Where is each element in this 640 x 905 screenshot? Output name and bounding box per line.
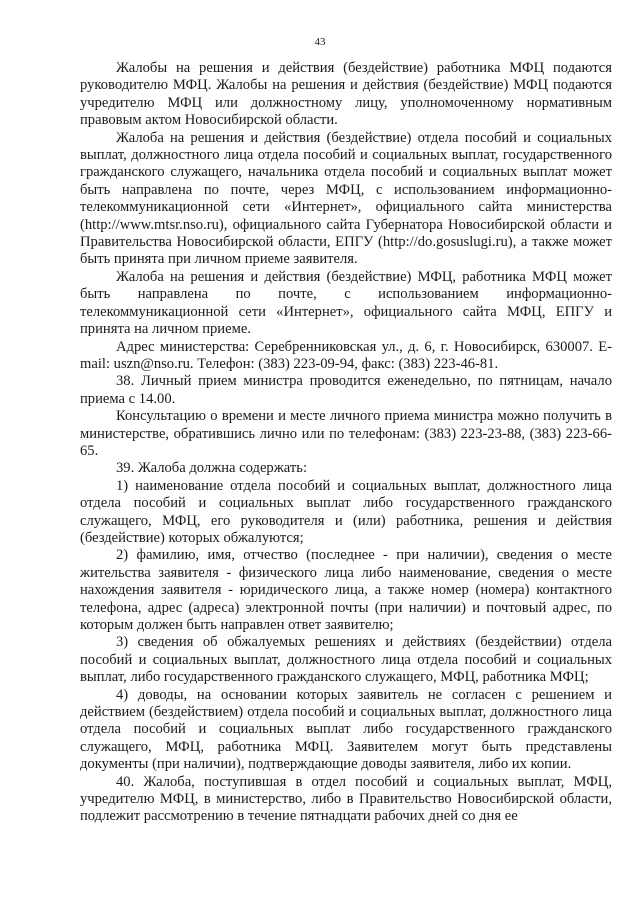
paragraph-complaint-department: Жалоба на решения и действия (бездействие) отдела пособий и социальных выплат, должностного лица отдела пособий и социальных выплат, государственного гражданского служащего, начальника отдела пособий и социальных выплат может быть направлена по почте, через МФЦ, с использованием информационно-телекоммуникационной сети «Интернет», официального сайта министерства (http://www.mtsr.nso.ru), официального сайта Губернатора Новосибирской области и Правительства Новосибирской области, ЕПГУ (http://do.gosuslugi.ru), а также может быть принята при личном приеме заявителя. [80, 129, 612, 268]
paragraph-39-heading: 39. Жалоба должна содержать: [116, 460, 307, 477]
list-item-3: 3) сведения об обжалуемых решениях и действиях (бездействии) отдела пособий и социальных выплат, должностного лица отдела пособий и социальных выплат, либо государственного гражданского служащего, МФЦ, работника МФЦ; [80, 634, 612, 686]
paragraph-38-reception: 38. Личный прием министра проводится еженедельно, по пятницам, начало приема с 14.00. [80, 373, 612, 407]
paragraph-ministry-address: Адрес министерства: Серебренниковская ул., д. 6, г. Новосибирск, 630007. E-mail: uszn@nso.ru. Телефон: (383) 223-09-94, факс: (383) 223-46-81. [80, 338, 612, 372]
paragraph-consultation: Консультацию о времени и месте личного приема министра можно получить в министерстве, обратившись лично или по телефонам: (383) 223-23-88, (383) 223-66-65. [80, 408, 612, 459]
document-body [80, 60, 612, 826]
page-number: 43 [314, 36, 326, 48]
list-item-1: 1) наименование отдела пособий и социальных выплат, должностного лица отдела пособий и социальных выплат либо государственного гражданского служащего, МФЦ, его руководителя и (или) работника, решения и действия (бездействие) которых обжалуются; [80, 477, 612, 546]
paragraph-40: 40. Жалоба, поступившая в отдел пособий и социальных выплат, МФЦ, учредителю МФЦ, в министерство, либо в Правительство Новосибирской области, подлежит рассмотрению в течение пятнадцати рабочих дней со дня ее [80, 773, 612, 825]
list-item-2: 2) фамилию, имя, отчество (последнее - при наличии), сведения о месте жительства заявителя - физического лица либо наименование, сведения о месте нахождения заявителя - юридического лица, а также номер (номера) контактного телефона, адрес (адреса) электронной почты (при наличии) и почтовый адрес, по которым должен быть направлен ответ заявителю; [80, 547, 612, 633]
list-item-4: 4) доводы, на основании которых заявитель не согласен с решением и действием (бездействием) отдела пособий и социальных выплат, должностного лица отдела пособий и социальных выплат либо государственного гражданского служащего, МФЦ, работника МФЦ. Заявителем могут быть представлены документы (при наличии), подтверждающие доводы заявителя, либо их копии. [80, 686, 612, 773]
paragraph-complaint-mfc-channels: Жалоба на решения и действия (бездействие) МФЦ, работника МФЦ может быть направлена по почте, с использованием информационно-телекоммуникационной сети «Интернет», официального сайта МФЦ, ЕПГУ и принята на личном приеме. [80, 268, 612, 338]
paragraph-complaints-mfc: Жалобы на решения и действия (бездействие) работника МФЦ подаются руководителю МФЦ. Жалобы на решения и действия (бездействие) МФЦ подаются учредителю МФЦ или должностному лицу, уполномоченному нормативным правовым актом Новосибирской области. [80, 60, 612, 129]
